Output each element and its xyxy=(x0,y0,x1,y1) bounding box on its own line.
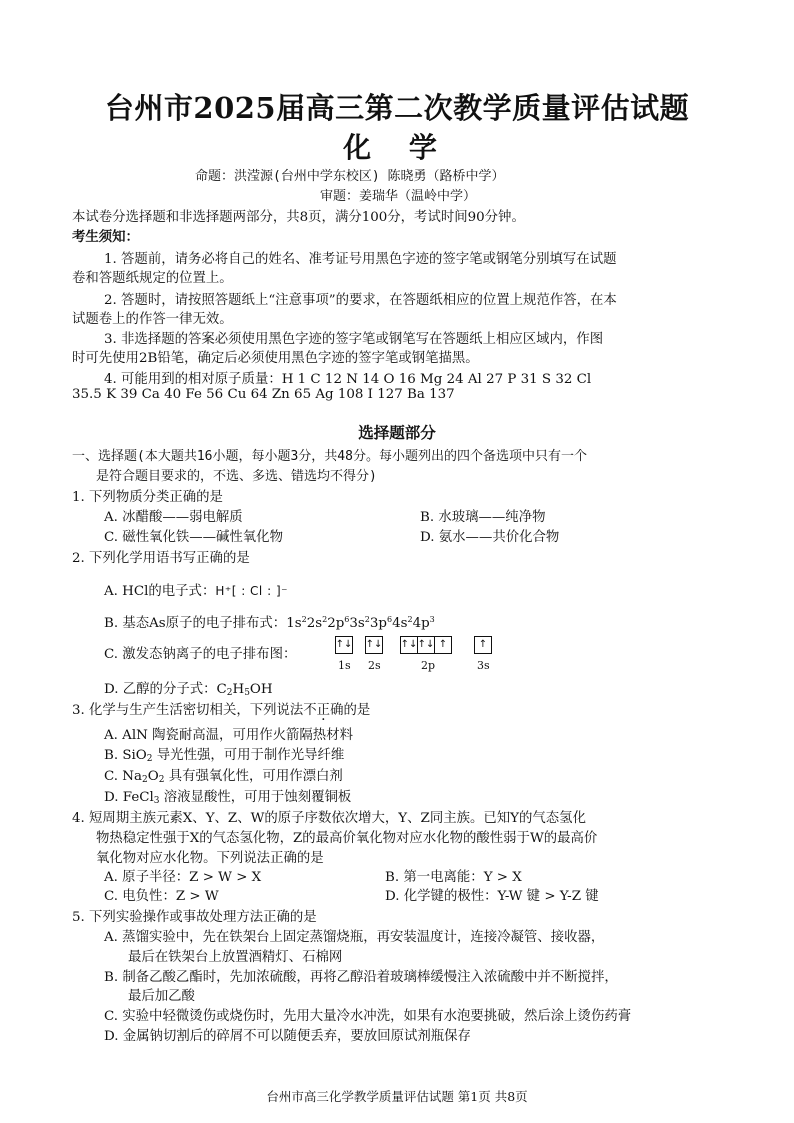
orbital-1s xyxy=(335,636,353,654)
q3-option-b xyxy=(104,744,344,764)
config-part: 2p xyxy=(327,616,345,631)
subject-title: 化 学 xyxy=(343,131,451,164)
exam-intro: 本试卷分选择题和非选择题两部分，共8页，满分100分，考试时间90分钟。 xyxy=(72,210,525,225)
config-part: 3s xyxy=(349,616,365,631)
config-part: 4s xyxy=(392,616,408,631)
exam-title: 台州市2025届高三第二次教学质量评估试题 xyxy=(104,91,690,125)
config-exp: 6 xyxy=(386,615,393,624)
formula-sub: 5 xyxy=(244,688,250,698)
q2-option-b-label: B. 基态As原子的电子排布式： xyxy=(104,616,287,631)
q2-option-d xyxy=(104,678,273,698)
question-4-stem: 4. 短周期主族元素X、Y、Z、W的原子序数依次增大，Y、Z同主族。已知Y的气态氢化 xyxy=(72,811,586,826)
reviewer-line: 审题：姜瑞华（温岭中学） xyxy=(320,189,477,204)
formula-part: C. Na xyxy=(104,769,142,784)
orbital-label: 3s xyxy=(477,659,490,672)
config-exp: 6 xyxy=(344,615,350,624)
stem-text: 的是 xyxy=(343,703,371,718)
q2-option-c-label: C. 激发态钠离子的电子排布图： xyxy=(104,647,297,662)
q2-option-b xyxy=(104,612,435,631)
authors-line: 命题：洪滢源(台州中学东校区) 陈晓勇（路桥中学） xyxy=(195,169,505,184)
q5-option-b-cont: 最后加乙酸 xyxy=(128,989,195,1004)
hcl-electron-formula: H⁺[ : Cl : ]⁻ xyxy=(215,584,288,598)
q3-option-d xyxy=(104,786,351,806)
formula-part: C xyxy=(216,682,227,697)
orbital-label: 2s xyxy=(368,659,381,672)
atomic-mass-line: 4. 可能用到的相对原子质量：H 1 C 12 N 14 O 16 Mg 24 Al 27 P 31 S 32 Cl xyxy=(104,372,592,387)
formula-part: H xyxy=(232,682,245,697)
config-part: 1s xyxy=(286,616,302,631)
notice-heading: 考生须知： xyxy=(72,229,139,245)
formula-part: B. SiO xyxy=(104,748,147,763)
atomic-mass-line: 35.5 K 39 Ca 40 Fe 56 Cu 64 Zn 65 Ag 108 I 127 Ba 137 xyxy=(72,387,455,402)
orbital-box: ↑↓ xyxy=(418,636,435,654)
orbital-2s xyxy=(365,636,383,654)
q5-option-b: B. 制备乙酸乙酯时，先加浓硫酸，再将乙醇沿着玻璃棒缓慢注入浓硫酸中并不断搅拌， xyxy=(104,970,618,985)
as-electron-config xyxy=(286,616,435,631)
q4-option-b: B. 第一电离能：Y > X xyxy=(385,870,522,885)
question-4-stem: 物热稳定性强于X的气态氢化物，Z的最高价氧化物对应水化物的酸性弱于W的最高价 xyxy=(96,831,598,846)
question-5-stem: 5. 下列实验操作或事故处理方法正确的是 xyxy=(72,910,317,925)
orbital-box: ↑↓ xyxy=(365,636,383,654)
config-exp: 2 xyxy=(407,615,413,624)
q2-option-a-label: A. HCl的电子式： xyxy=(104,584,216,599)
question-3-stem xyxy=(72,699,370,718)
config-part: 2s xyxy=(306,616,323,631)
orbital-box: ↑↓ xyxy=(335,636,353,654)
q5-option-c: C. 实验中轻微烫伤或烧伤时，先用大量冷水冲洗，如果有水泡要挑破，然后涂上烫伤药膏 xyxy=(104,1009,632,1024)
formula-sub: 2 xyxy=(146,754,153,764)
q1-option-b: B. 水玻璃——纯净物 xyxy=(420,510,546,525)
question-1-stem: 1. 下列物质分类正确的是 xyxy=(72,490,223,505)
notice-line: 卷和答题纸规定的位置上。 xyxy=(72,271,233,286)
q2-option-a xyxy=(104,580,288,599)
page-footer: 台州市高三化学教学质量评估试题 第1页 共8页 xyxy=(266,1089,528,1104)
formula-sub: 2 xyxy=(226,688,233,698)
stem-text: 3. 化学与生产生活密切相关，下列说法 xyxy=(72,703,304,718)
config-exp: 2 xyxy=(364,615,370,624)
orbital-box: ↑ xyxy=(435,636,452,654)
question-4-stem: 氧化物对应水化物。下列说法正确的是 xyxy=(96,851,324,866)
q5-option-d: D. 金属钠切割后的碎屑不可以随便丢弃，要放回原试剂瓶保存 xyxy=(104,1029,471,1044)
q1-option-d: D. 氨水——共价化合物 xyxy=(420,530,560,545)
orbital-2p xyxy=(400,636,452,654)
option-text: 导光性强，可用于制作光导纤维 xyxy=(152,748,345,763)
formula-sub: 2 xyxy=(158,775,165,785)
notice-line: 1. 答题前，请务必将自己的姓名、准考证号用黑色字迹的签字笔或钢笔分别填写在试题 xyxy=(104,252,617,267)
formula-part: D. FeCl xyxy=(104,790,154,805)
formula-sub: 3 xyxy=(153,796,160,806)
q4-option-c: C. 电负性：Z > W xyxy=(104,889,219,904)
option-text: 具有强氧化性，可用作漂白剂 xyxy=(164,769,343,784)
config-exp: 2 xyxy=(301,615,307,624)
formula-part: O xyxy=(147,769,159,784)
q5-option-a-cont: 最后在铁架台上放置酒精灯、石棉网 xyxy=(128,950,343,965)
question-2-stem: 2. 下列化学用语书写正确的是 xyxy=(72,551,250,566)
section-title: 选择题部分 xyxy=(358,423,436,442)
option-text: 溶液显酸性，可用于蚀刻覆铜板 xyxy=(159,790,352,805)
q3-option-a: A. AlN 陶瓷耐高温，可用作火箭隔热材料 xyxy=(104,728,353,743)
q1-option-a: A. 冰醋酸——弱电解质 xyxy=(104,510,243,525)
notice-line: 2. 答题时，请按照答题纸上“注意事项”的要求，在答题纸相应的位置上规范作答，在本 xyxy=(104,293,617,308)
config-part: 4p xyxy=(412,616,430,631)
config-exp: 2 xyxy=(322,615,328,624)
formula-sub: 2 xyxy=(141,775,148,785)
q4-option-a: A. 原子半径：Z > W > X xyxy=(104,870,262,885)
formula-part: OH xyxy=(249,682,273,697)
orbital-box: ↑↓ xyxy=(400,636,418,654)
q4-option-d: D. 化学键的极性：Y-W 键 > Y-Z 键 xyxy=(385,889,599,904)
q5-option-a: A. 蒸馏实验中，先在铁架台上固定蒸馏烧瓶，再安装温度计，连接冷凝管、接收器， xyxy=(104,930,605,945)
orbital-box: ↑ xyxy=(474,636,492,654)
notice-line: 试题卷上的作答一律无效。 xyxy=(72,312,233,327)
config-exp: 3 xyxy=(429,615,435,624)
orbital-label: 2p xyxy=(421,659,436,672)
orbital-label: 1s xyxy=(338,659,351,672)
notice-line: 时可先使用2B铅笔，确定后必须使用黑色字迹的签字笔或钢笔描黑。 xyxy=(72,351,479,366)
emphasized-word: 不正确 xyxy=(303,703,344,718)
notice-line: 3. 非选择题的答案必须使用黑色字迹的签字笔或钢笔写在答题纸上相应区域内，作图 xyxy=(104,332,604,347)
part-instructions: 一、选择题(本大题共16小题，每小题3分，共48分。每小题列出的四个备选项中只有一个 xyxy=(72,449,587,464)
q3-option-c xyxy=(104,765,343,785)
part-instructions: 是符合题目要求的，不选、多选、错选均不得分) xyxy=(96,469,377,484)
q2-option-d-label: D. 乙醇的分子式： xyxy=(104,682,217,697)
orbital-3s xyxy=(474,636,492,654)
q1-option-c: C. 磁性氧化铁——碱性氧化物 xyxy=(104,530,283,545)
config-part: 3p xyxy=(369,616,387,631)
